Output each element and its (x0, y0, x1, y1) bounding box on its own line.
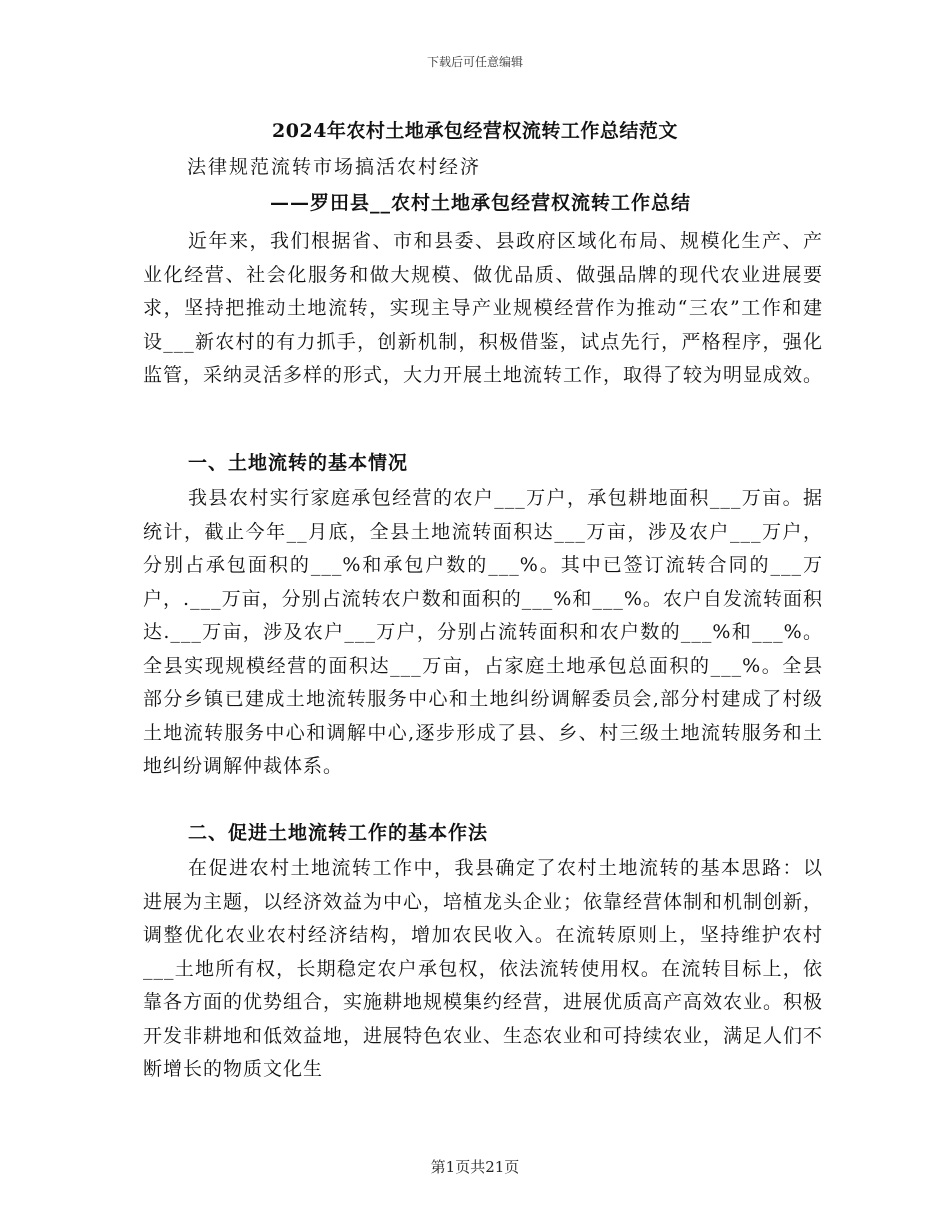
section-heading-2: 二、促进土地流转工作的基本作法 (188, 822, 489, 844)
header-note: 下载后可任意编辑 (426, 55, 523, 69)
document-subtitle: 法律规范流转市场搞活农村经济 (187, 156, 482, 178)
document-title: 2024年农村土地承包经营权流转工作总结范文 (272, 120, 678, 142)
document-subheading: ——罗田县__农村土地承包经营权流转工作总结 (270, 192, 692, 214)
paragraph-intro: 近年来，我们根据省、市和县委、县政府区域化布局、规模化生产、产业化经营、社会化服务和做大规模、做优品质、做强品牌的现代农业进展要求，坚持把推动土地流转，实现主导产业规模经营作为推动“三农”工作和建设___新农村的有力抓手，创新机制，积极借鉴，试点先行，严格程序，强化监管，采纳灵活多样的形式，大力开展土地流转工作，取得了较为明显成效。 (143, 230, 824, 386)
section-heading-1: 一、土地流转的基本情况 (188, 452, 409, 474)
paragraph-section-2: 在促进农村土地流转工作中，我县确定了农村土地流转的基本思路：以进展为主题，以经济效益为中心，培植龙头企业；依靠经营体制和机制创新，调整优化农业农村经济结构，增加农民收入。在流转原则上，坚持维护农村___土地所有权，长期稳定农户承包权，依法流转使用权。在流转目标上，依靠各方面的优势组合，实施耕地规模集约经营，进展优质高产高效农业。积极开发非耕地和低效益地，进展特色农业、生态农业和可持续农业，满足人们不断增长的物质文化生 (143, 857, 824, 1080)
page-number-footer: 第1页共21页 (430, 1158, 520, 1176)
paragraph-section-1: 我县农村实行家庭承包经营的农户___万户，承包耕地面积___万亩。据统计，截止今年__月底，全县土地流转面积达___万亩，涉及农户___万户，分别占承包面积的___%和承包户数的___%。其中已签订流转合同的___万户，.___万亩，分别占流转农户数和面积的___%和___%。农户自发流转面积达.___万亩，涉及农户___万户，分别占流转面积和农户数的___%和___%。全县实现规模经营的面积达___万亩，占家庭土地承包总面积的___%。全县部分乡镇已建成土地流转服务中心和土地纠纷调解委员会,部分村建成了村级土地流转服务中心和调解中心,逐步形成了县、乡、村三级土地流转服务和土地纠纷调解仲裁体系。 (143, 487, 823, 777)
